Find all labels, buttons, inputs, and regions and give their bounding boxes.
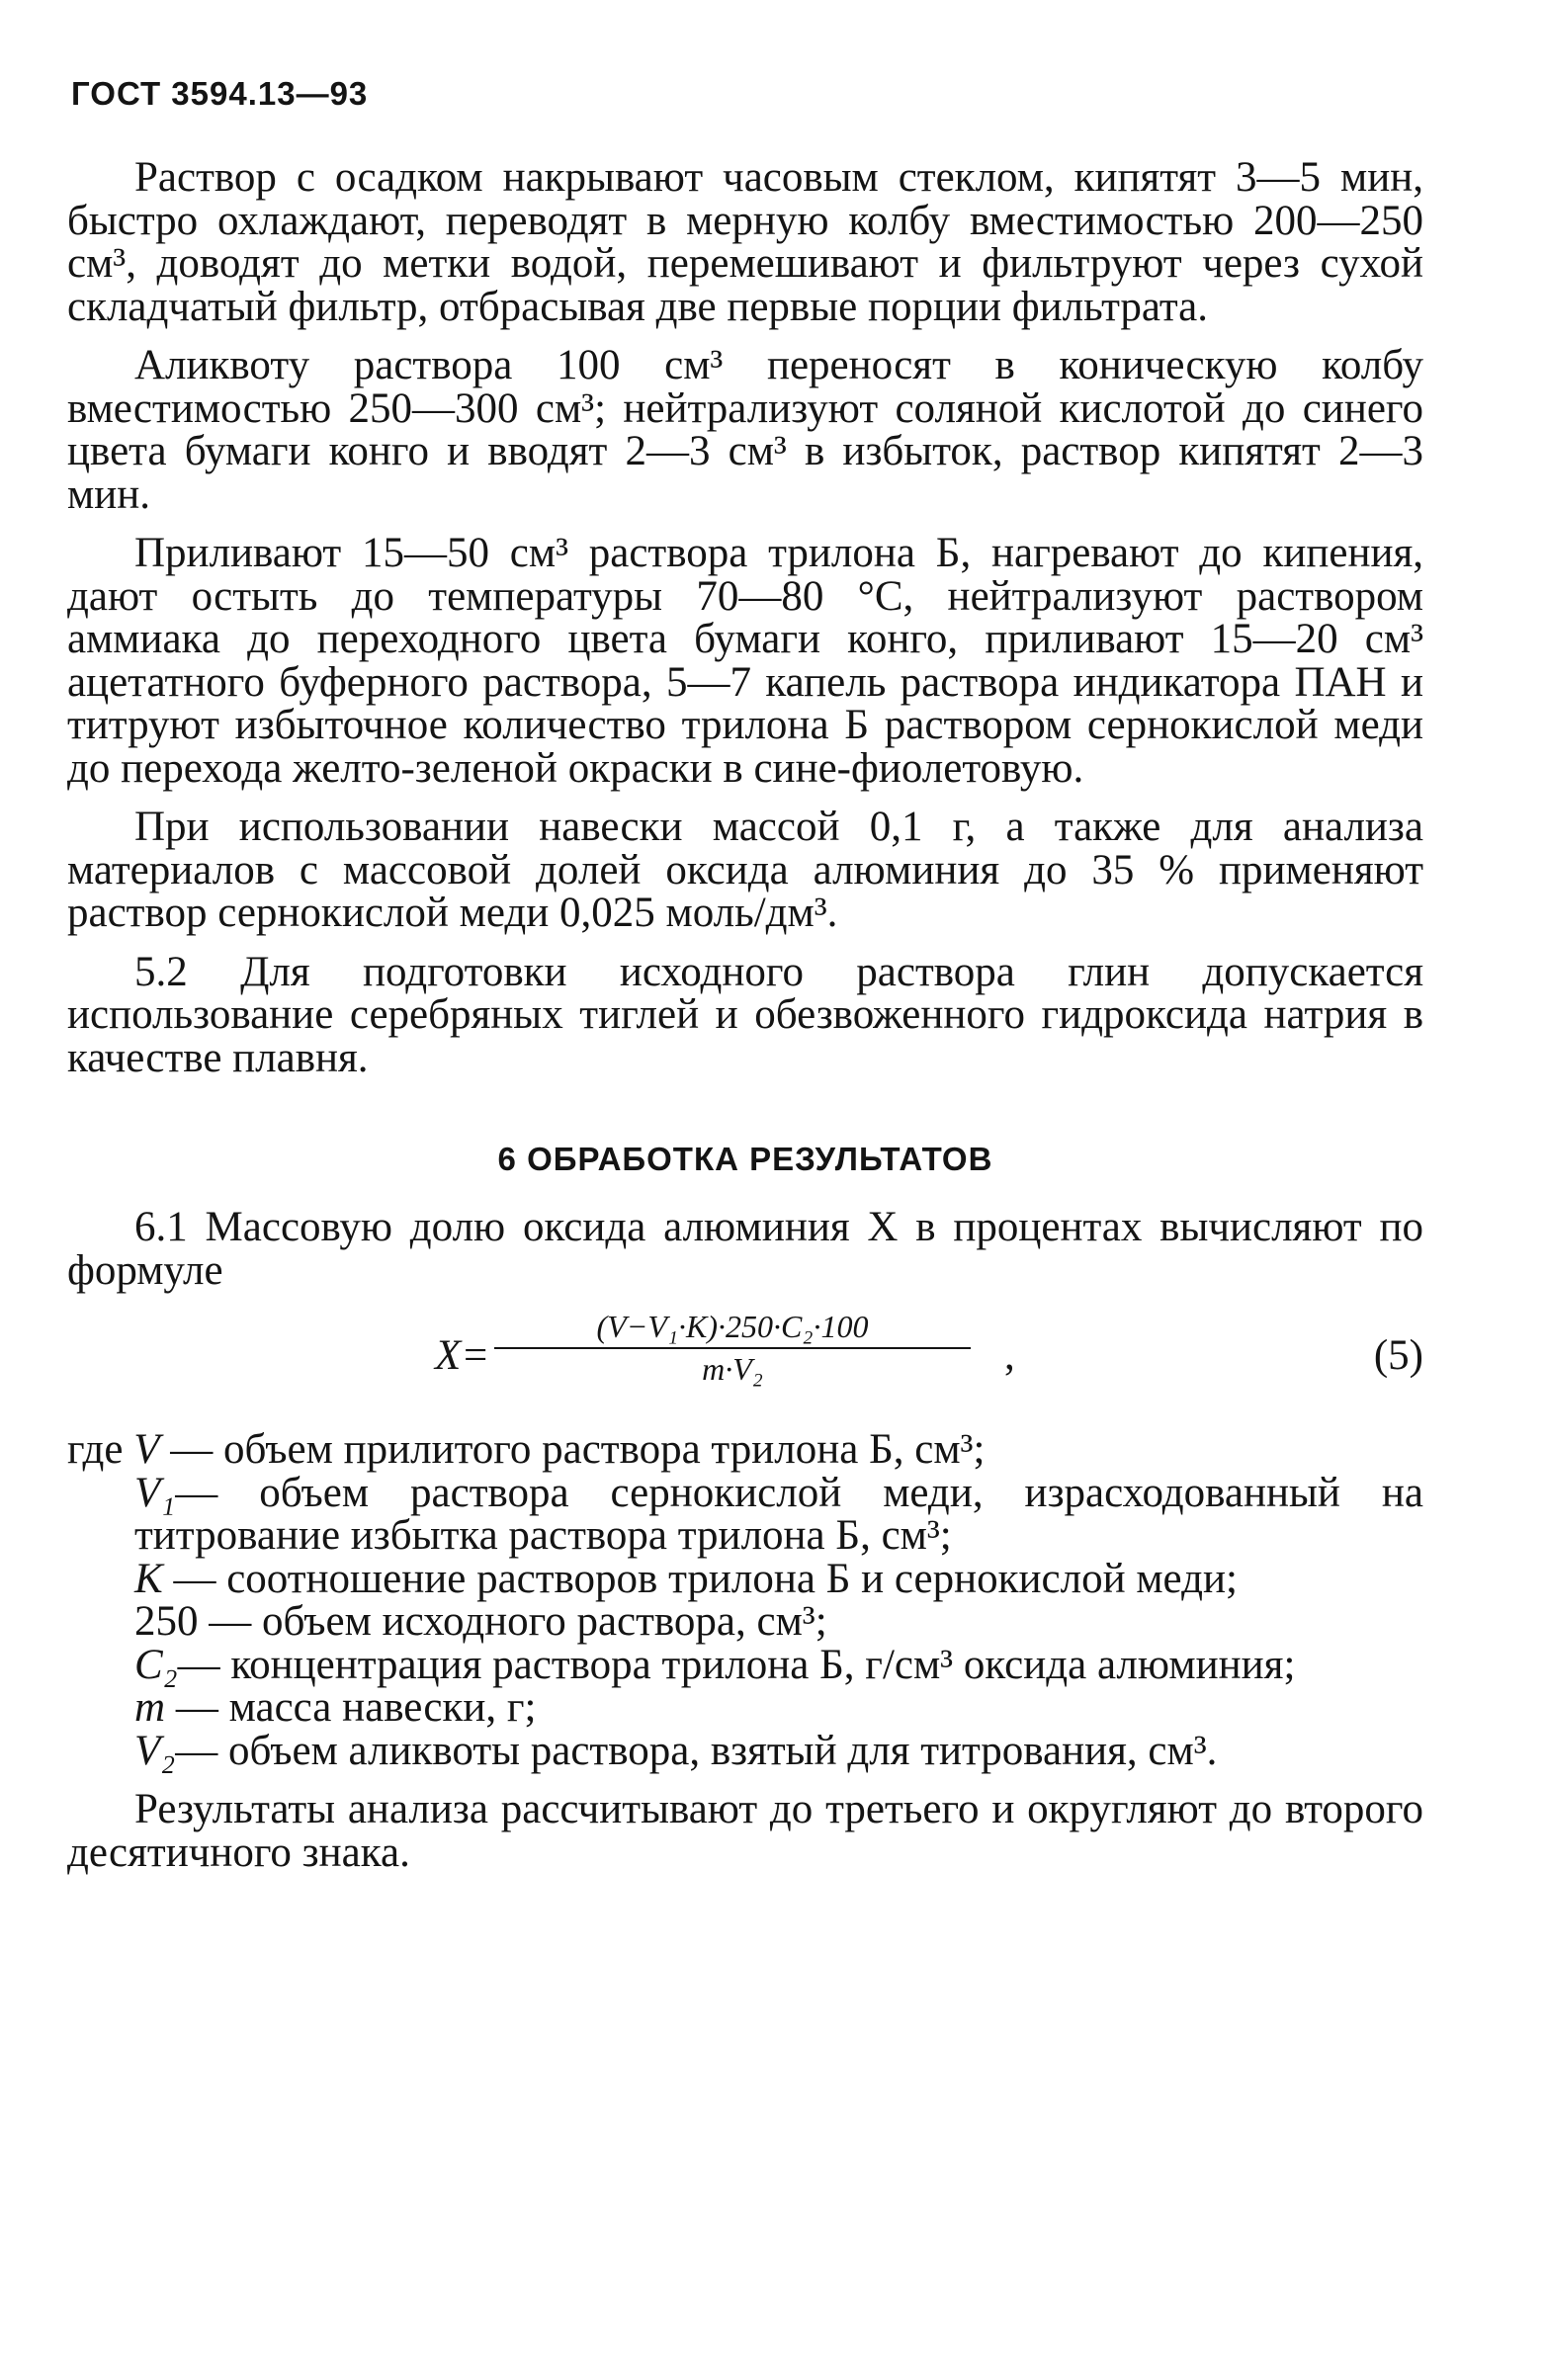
definition-symbol: 250 — [134, 1598, 199, 1645]
paragraph-2: Аликвоту раствора 100 см³ переносят в коническую колбу вместимостью 250—300 см³; нейтрализуют соляной кислотой до синего цвета бумаги конго и вводят 2—3 см³ в избыток, раствор кипятят 2—3 мин. — [67, 342, 1423, 518]
formula-comma: , — [1004, 1332, 1015, 1379]
definition-item — [67, 1641, 1423, 1688]
definition-symbol: V₂ — [134, 1727, 176, 1774]
definition-text: — объем исходного раствора, см³; — [198, 1598, 827, 1645]
definition-text: — масса навески, г; — [165, 1684, 537, 1731]
formula — [67, 1308, 1423, 1416]
definition-item — [67, 1428, 1423, 1472]
paragraph-5-2: 5.2 Для подготовки исходного раствора глин допускается использование серебряных тиглей и обезвоженного гидроксида натрия в качестве плавня. — [67, 948, 1423, 1081]
paragraph-3: Приливают 15—50 см³ раствора трилона Б, нагревают до кипения, дают остыть до температуры 70—80 °С, нейтрализуют раствором аммиака до переходного цвета бумаги конго, приливают 15—20 см³ ацетатного буферного раствора, 5—7 капель раствора индикатора ПАН и титруют избыточное количество трилона Б раствором сернокислой меди до перехода желто-зеленой окраски в сине-фиолетовую. — [67, 530, 1423, 792]
paragraph-4: При использовании навески массой 0,1 г, а также для анализа материалов с массовой долей оксида алюминия до 35 % применяют раствор сернокислой меди 0,025 моль/дм³. — [67, 804, 1423, 936]
formula-lhs: X= — [435, 1332, 490, 1379]
formula-number: (5) — [1373, 1332, 1423, 1379]
formula-denominator: m·V₂ — [702, 1351, 763, 1387]
definition-text: — концентрация раствора трилона Б, г/см³ оксида алюминия; — [177, 1641, 1296, 1688]
definition-text: — соотношение растворов трилона Б и сернокислой меди; — [162, 1555, 1238, 1602]
definition-text: — объем аликвоты раствора, взятый для титрования, см³. — [175, 1727, 1218, 1774]
formula-fraction — [494, 1308, 971, 1389]
definition-item — [67, 1469, 1423, 1559]
definition-symbol: V₁ — [134, 1469, 176, 1516]
section-heading: 6 ОБРАБОТКА РЕЗУЛЬТАТОВ — [497, 1141, 993, 1177]
definition-item — [67, 1555, 1423, 1602]
definition-prefix: где — [67, 1426, 134, 1473]
definition-symbol: K — [134, 1555, 163, 1602]
definition-text: — объем раствора сернокислой меди, израсходованный на титрование избытка раствора трилона Б, см³; — [134, 1469, 1423, 1559]
definitions-list — [67, 1428, 1423, 1772]
page-header: ГОСТ 3594.13—93 — [71, 75, 369, 112]
definition-symbol: m — [134, 1684, 166, 1731]
paragraph-1: Раствор с осадком накрывают часовым стеклом, кипятят 3—5 мин, быстро охлаждают, переводят в мерную колбу вместимостью 200—250 см³, доводят до метки водой, перемешивают и фильтруют через сухой складчатый фильтр, отбрасывая две первые порции фильтрата. — [67, 154, 1423, 330]
definition-item — [67, 1686, 1423, 1730]
closing-paragraph: Результаты анализа рассчитывают до третьего и округляют до второго десятичного знака. — [67, 1786, 1423, 1876]
definition-item — [67, 1727, 1423, 1774]
definition-item — [67, 1600, 1423, 1644]
definition-text: — объем прилитого раствора трилона Б, см³; — [159, 1426, 986, 1473]
definition-symbol: V — [133, 1426, 160, 1473]
paragraph-6-1: 6.1 Массовую долю оксида алюминия X в процентах вычисляют по формуле — [67, 1204, 1423, 1294]
formula-numerator: (V−V₁·K)·250·C₂·100 — [494, 1308, 971, 1349]
definition-symbol: C₂ — [134, 1641, 178, 1688]
document-body — [67, 156, 1423, 1890]
